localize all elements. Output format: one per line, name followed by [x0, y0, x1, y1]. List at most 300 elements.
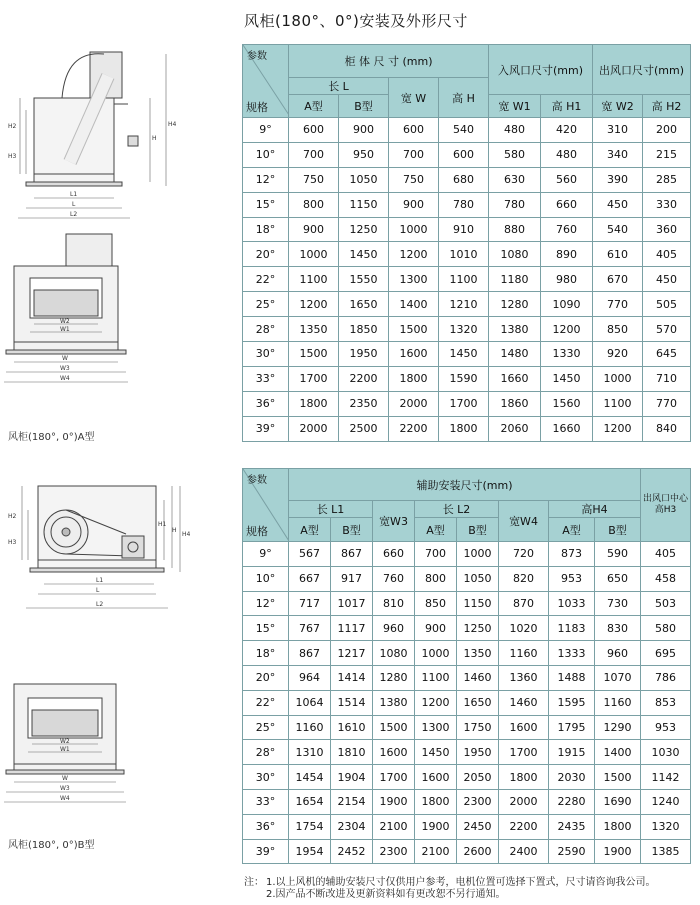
table2-cell: 900 [415, 616, 457, 641]
dim-label-l1: L1 [96, 577, 104, 584]
table1-cell: 750 [289, 167, 339, 192]
table1-cell: 920 [593, 342, 643, 367]
table1-row-spec: 15° [243, 192, 289, 217]
table2-cell: 1200 [415, 690, 457, 715]
table2-sub-w4: 宽W4 [499, 501, 549, 542]
table2-cell: 1810 [331, 740, 373, 765]
dim-label-h: H [172, 527, 177, 534]
table2-cell: 853 [641, 690, 691, 715]
table1-cell: 480 [489, 118, 541, 143]
table2-cell: 2154 [331, 789, 373, 814]
table2-cell: 458 [641, 566, 691, 591]
table2-cell: 650 [595, 566, 641, 591]
table1-cell: 1650 [339, 292, 389, 317]
table1-cell: 340 [593, 142, 643, 167]
cabinet-dimension-table [242, 44, 691, 442]
table2-cell: 1754 [289, 814, 331, 839]
table1-row [243, 416, 691, 441]
table2-row-spec: 30° [243, 765, 289, 790]
table2-cell: 1070 [595, 665, 641, 690]
table2-cell: 1385 [641, 839, 691, 864]
table1-cell: 645 [643, 342, 691, 367]
table1-cell: 1600 [389, 342, 439, 367]
table2-cell: 1017 [331, 591, 373, 616]
table2-cell: 767 [289, 616, 331, 641]
table2-l1-col-b: B型 [331, 518, 373, 542]
table2-cell: 1160 [499, 641, 549, 666]
dim-label-l2: L2 [96, 601, 104, 608]
table2-cell: 1800 [499, 765, 549, 790]
table1-cell: 1200 [593, 416, 643, 441]
table1-cell: 700 [289, 142, 339, 167]
table2-cell: 1380 [373, 690, 415, 715]
dim-label-w: W [62, 355, 68, 362]
table1-cell: 1850 [339, 317, 389, 342]
table2-cell: 667 [289, 566, 331, 591]
table1-cell: 1500 [389, 317, 439, 342]
table1-row-spec: 10° [243, 142, 289, 167]
table2-cell: 1100 [415, 665, 457, 690]
table2-cell: 873 [549, 542, 595, 567]
table2-cell: 2280 [549, 789, 595, 814]
table2-cell: 730 [595, 591, 641, 616]
table2-cell: 1000 [415, 641, 457, 666]
dim-label-h4: H4 [168, 121, 177, 128]
table2-cell: 1700 [499, 740, 549, 765]
table1-col-a: A型 [289, 95, 339, 118]
dim-label-w4: W4 [60, 375, 70, 382]
table2-row-spec: 12° [243, 591, 289, 616]
table1-cell: 560 [541, 167, 593, 192]
dim-label-l1: L1 [70, 191, 78, 198]
table2-cell: 1750 [457, 715, 499, 740]
table2-cell: 2050 [457, 765, 499, 790]
table1-cell: 1700 [439, 391, 489, 416]
table1-cell: 1550 [339, 267, 389, 292]
table2-cell: 1900 [373, 789, 415, 814]
table1-row-spec: 18° [243, 217, 289, 242]
table2-row-spec: 10° [243, 566, 289, 591]
table1-row [243, 292, 691, 317]
note-item: 1.以上风机的辅助安装尺寸仅供用户参考，电机位置可选择下置式，尺寸请咨询我公司。 [266, 877, 656, 888]
table2-row [243, 839, 691, 864]
table1-row-spec: 20° [243, 242, 289, 267]
table1-col-b: B型 [339, 95, 389, 118]
table2-cell: 1360 [499, 665, 549, 690]
table1-cell: 1450 [541, 366, 593, 391]
table1-cell: 215 [643, 142, 691, 167]
table1-row-spec: 28° [243, 317, 289, 342]
table2-cell: 2304 [331, 814, 373, 839]
table2-cell: 1514 [331, 690, 373, 715]
table2-row-spec: 20° [243, 665, 289, 690]
table1-row [243, 317, 691, 342]
table2-cell: 1600 [415, 765, 457, 790]
table2-cell: 2000 [499, 789, 549, 814]
table2-cell: 1150 [457, 591, 499, 616]
table2-cell: 720 [499, 542, 549, 567]
table2-cell: 1160 [595, 690, 641, 715]
auxiliary-install-table [242, 468, 691, 864]
table1-cell: 2500 [339, 416, 389, 441]
dim-label-l: L [72, 201, 76, 208]
table2-cell: 2435 [549, 814, 595, 839]
table2-cell: 503 [641, 591, 691, 616]
table1-cell: 890 [541, 242, 593, 267]
table1-cell: 900 [289, 217, 339, 242]
table1-cell: 900 [389, 192, 439, 217]
table2-cell: 590 [595, 542, 641, 567]
table1-row [243, 342, 691, 367]
table1-row-spec: 39° [243, 416, 289, 441]
table1-col-w: 宽 W [389, 78, 439, 118]
table1-cell: 420 [541, 118, 593, 143]
table1-cell: 1400 [389, 292, 439, 317]
table2-cell: 800 [415, 566, 457, 591]
table1-cell: 670 [593, 267, 643, 292]
table1-cell: 1500 [289, 342, 339, 367]
table1-cell: 630 [489, 167, 541, 192]
table2-cell: 1033 [549, 591, 595, 616]
table1-cell: 950 [339, 142, 389, 167]
table1-cell: 1010 [439, 242, 489, 267]
dim-label-w4: W4 [60, 795, 70, 802]
table1-corner-spec: 规格 [246, 101, 268, 114]
table2-cell: 1950 [457, 740, 499, 765]
table2-cell: 820 [499, 566, 549, 591]
table2-cell: 567 [289, 542, 331, 567]
table2-cell: 1000 [457, 542, 499, 567]
table1-col-w2: 宽 W2 [593, 95, 643, 118]
table2-cell: 1050 [457, 566, 499, 591]
table2-l2-col-b: B型 [457, 518, 499, 542]
dim-label-h3: H3 [8, 153, 17, 160]
table2-cell: 2400 [499, 839, 549, 864]
table1-cell: 285 [643, 167, 691, 192]
table1-cell: 1050 [339, 167, 389, 192]
table2-cell: 717 [289, 591, 331, 616]
table2-cell: 1600 [499, 715, 549, 740]
table2-cell: 867 [289, 641, 331, 666]
table1-col-h: 高 H [439, 78, 489, 118]
table1-cell: 450 [593, 192, 643, 217]
table2-h4-col-b: B型 [595, 518, 641, 542]
table2-cell: 1064 [289, 690, 331, 715]
table2-cell: 1320 [641, 814, 691, 839]
table1-cell: 2200 [339, 366, 389, 391]
table2-sub-h4: 高H4 [549, 501, 641, 518]
table1-cell: 1590 [439, 366, 489, 391]
table2-cell: 1488 [549, 665, 595, 690]
table2-cell: 700 [415, 542, 457, 567]
table1-cell: 1000 [389, 217, 439, 242]
table1-row [243, 267, 691, 292]
table1-row [243, 167, 691, 192]
table1-cell: 770 [593, 292, 643, 317]
table1-sub-length: 长 L [289, 78, 389, 95]
table2-cell: 1460 [457, 665, 499, 690]
table2-corner-param: 参数 [247, 475, 267, 486]
caption-a-type: 风柜(180°, 0°)A型 [8, 432, 95, 443]
table2-row [243, 715, 691, 740]
table2-cell: 870 [499, 591, 549, 616]
table2-cell: 1795 [549, 715, 595, 740]
table1-cell: 780 [489, 192, 541, 217]
table2-cell: 960 [373, 616, 415, 641]
table2-cell: 2100 [415, 839, 457, 864]
table2-cell: 2030 [549, 765, 595, 790]
fan-cabinet-b-side-drawing [4, 480, 192, 630]
table2-cell: 786 [641, 665, 691, 690]
table1-cell: 1200 [541, 317, 593, 342]
table2-cell: 1414 [331, 665, 373, 690]
table2-sub-w3: 宽W3 [373, 501, 415, 542]
table2-cell: 1300 [415, 715, 457, 740]
table2-cell: 1904 [331, 765, 373, 790]
table2-cell: 953 [641, 715, 691, 740]
table1-cell: 1350 [289, 317, 339, 342]
table1-corner-param: 参数 [247, 51, 267, 62]
table2-cell: 1700 [373, 765, 415, 790]
table2-row [243, 690, 691, 715]
table2-sub-l2: 长 L2 [415, 501, 499, 518]
table1-cell: 660 [541, 192, 593, 217]
table1-group-cabinet: 柜 体 尺 寸 (mm) [289, 45, 489, 78]
table2-l2-col-a: A型 [415, 518, 457, 542]
table1-col-h1: 高 H1 [541, 95, 593, 118]
table2-row-spec: 22° [243, 690, 289, 715]
table1-row-spec: 33° [243, 366, 289, 391]
table1-cell: 480 [541, 142, 593, 167]
table1-cell: 1660 [541, 416, 593, 441]
table2-cell: 1217 [331, 641, 373, 666]
table1-cell: 600 [289, 118, 339, 143]
table1-cell: 980 [541, 267, 593, 292]
table2-cell: 695 [641, 641, 691, 666]
table1-cell: 900 [339, 118, 389, 143]
table2-cell: 2590 [549, 839, 595, 864]
table2-cell: 1350 [457, 641, 499, 666]
table2-cell: 1690 [595, 789, 641, 814]
table1-cell: 1800 [289, 391, 339, 416]
table1-cell: 610 [593, 242, 643, 267]
dim-label-l2: L2 [70, 211, 78, 218]
dim-label-h1: H1 [158, 521, 167, 528]
table1-cell: 1250 [339, 217, 389, 242]
table2-cell: 1650 [457, 690, 499, 715]
table1-cell: 1100 [593, 391, 643, 416]
table1-row [243, 192, 691, 217]
table2-cell: 1020 [499, 616, 549, 641]
table2-cell: 2200 [499, 814, 549, 839]
table1-cell: 800 [289, 192, 339, 217]
table2-cell: 405 [641, 542, 691, 567]
table2-row [243, 740, 691, 765]
table2-cell: 1595 [549, 690, 595, 715]
table2-row-spec: 33° [243, 789, 289, 814]
table1-cell: 1800 [389, 366, 439, 391]
table1-group-inlet: 入风口尺寸(mm) [489, 45, 593, 95]
table1-cell: 1320 [439, 317, 489, 342]
table2-row [243, 789, 691, 814]
table1-cell: 310 [593, 118, 643, 143]
table1-cell: 770 [643, 391, 691, 416]
table2-cell: 1900 [595, 839, 641, 864]
dim-label-w: W [62, 775, 68, 782]
table1-cell: 1200 [389, 242, 439, 267]
table2-cell: 1290 [595, 715, 641, 740]
dim-label-h: H [152, 135, 157, 142]
table1-cell: 1560 [541, 391, 593, 416]
table2-cell: 830 [595, 616, 641, 641]
table2-cell: 1450 [415, 740, 457, 765]
table1-cell: 750 [389, 167, 439, 192]
table1-cell: 1660 [489, 366, 541, 391]
table2-h4-col-a: A型 [549, 518, 595, 542]
table1-col-h2: 高 H2 [643, 95, 691, 118]
table1-cell: 390 [593, 167, 643, 192]
table2-cell: 1080 [373, 641, 415, 666]
table1-row-spec: 30° [243, 342, 289, 367]
table1-cell: 360 [643, 217, 691, 242]
dim-label-h2: H2 [8, 123, 17, 130]
table2-row [243, 542, 691, 567]
table1-cell: 1100 [289, 267, 339, 292]
table2-cell: 1117 [331, 616, 373, 641]
dim-label-l: L [96, 587, 100, 594]
dim-label-w1: W1 [60, 326, 70, 333]
note-item: 2.因产品不断改进及更新资料如有更改恕不另行通知。 [266, 889, 506, 900]
table1-cell: 1450 [339, 242, 389, 267]
dim-label-h3: H3 [8, 539, 17, 546]
table2-cell: 1333 [549, 641, 595, 666]
footnotes [244, 877, 656, 901]
table2-cell: 580 [641, 616, 691, 641]
table1-cell: 1480 [489, 342, 541, 367]
caption-b-type: 风柜(180°, 0°)B型 [8, 840, 95, 851]
table1-row-spec: 25° [243, 292, 289, 317]
table1-row-spec: 36° [243, 391, 289, 416]
table1-cell: 600 [389, 118, 439, 143]
table1-cell: 700 [389, 142, 439, 167]
table2-row-spec: 9° [243, 542, 289, 567]
table2-cell: 953 [549, 566, 595, 591]
table2-cell: 1160 [289, 715, 331, 740]
table1-cell: 850 [593, 317, 643, 342]
table1-cell: 1700 [289, 366, 339, 391]
table2-row [243, 566, 691, 591]
table2-body [243, 542, 691, 864]
fan-cabinet-a-front-drawing [4, 232, 154, 398]
table1-group-outlet: 出风口尺寸(mm) [593, 45, 691, 95]
dim-label-w1: W1 [60, 746, 70, 753]
table1-cell: 2000 [289, 416, 339, 441]
table2-cell: 1250 [457, 616, 499, 641]
table1-cell: 1150 [339, 192, 389, 217]
table1-row [243, 118, 691, 143]
table1-row [243, 142, 691, 167]
table2-cell: 917 [331, 566, 373, 591]
table1-cell: 910 [439, 217, 489, 242]
table1-cell: 505 [643, 292, 691, 317]
table1-cell: 1090 [541, 292, 593, 317]
dim-label-h2: H2 [8, 513, 17, 520]
table2-cell: 1183 [549, 616, 595, 641]
table1-row [243, 366, 691, 391]
table2-cell: 1310 [289, 740, 331, 765]
table1-cell: 1330 [541, 342, 593, 367]
table1-cell: 880 [489, 217, 541, 242]
table2-row-spec: 39° [243, 839, 289, 864]
table2-cell: 1610 [331, 715, 373, 740]
table1-cell: 1180 [489, 267, 541, 292]
table1-col-w1: 宽 W1 [489, 95, 541, 118]
table2-cell: 2452 [331, 839, 373, 864]
table1-cell: 840 [643, 416, 691, 441]
table1-cell: 2000 [389, 391, 439, 416]
table2-cell: 960 [595, 641, 641, 666]
table1-cell: 200 [643, 118, 691, 143]
table2-cell: 867 [331, 542, 373, 567]
dim-label-h4: H4 [182, 531, 191, 538]
table2-cell: 1460 [499, 690, 549, 715]
table1-cell: 2060 [489, 416, 541, 441]
table1-cell: 2350 [339, 391, 389, 416]
table2-row [243, 641, 691, 666]
table1-cell: 330 [643, 192, 691, 217]
table1-body [243, 118, 691, 442]
table2-cell: 2450 [457, 814, 499, 839]
table1-cell: 1200 [289, 292, 339, 317]
dim-label-w3: W3 [60, 785, 70, 792]
table2-cell: 2100 [373, 814, 415, 839]
table2-corner-spec: 规格 [246, 525, 268, 538]
table1-cell: 1000 [593, 366, 643, 391]
table1-cell: 450 [643, 267, 691, 292]
table1-row-spec: 9° [243, 118, 289, 143]
table2-cell: 1800 [415, 789, 457, 814]
table2-cell: 1240 [641, 789, 691, 814]
table2-cell: 810 [373, 591, 415, 616]
table2-cell: 964 [289, 665, 331, 690]
table2-cell: 1800 [595, 814, 641, 839]
table2-cell: 1454 [289, 765, 331, 790]
table2-sub-l1: 长 L1 [289, 501, 373, 518]
table1-row [243, 242, 691, 267]
table1-cell: 1000 [289, 242, 339, 267]
table2-cell: 1600 [373, 740, 415, 765]
notes-label: 注： [244, 877, 264, 888]
table1-cell: 780 [439, 192, 489, 217]
table1-row-spec: 12° [243, 167, 289, 192]
table1-row-spec: 22° [243, 267, 289, 292]
table2-row-spec: 36° [243, 814, 289, 839]
table1-cell: 1300 [389, 267, 439, 292]
table1-cell: 600 [439, 142, 489, 167]
table2-cell: 1280 [373, 665, 415, 690]
dim-label-w2: W2 [60, 738, 70, 745]
table2-cell: 2600 [457, 839, 499, 864]
table2-cell: 1500 [595, 765, 641, 790]
table1-cell: 1950 [339, 342, 389, 367]
fan-cabinet-a-side-drawing [4, 40, 192, 235]
table2-row-spec: 28° [243, 740, 289, 765]
table2-row [243, 814, 691, 839]
table2-cell: 2300 [373, 839, 415, 864]
table2-cell: 1500 [373, 715, 415, 740]
table2-group-aux: 辅助安装尺寸(mm) [289, 469, 641, 501]
table2-cell: 850 [415, 591, 457, 616]
